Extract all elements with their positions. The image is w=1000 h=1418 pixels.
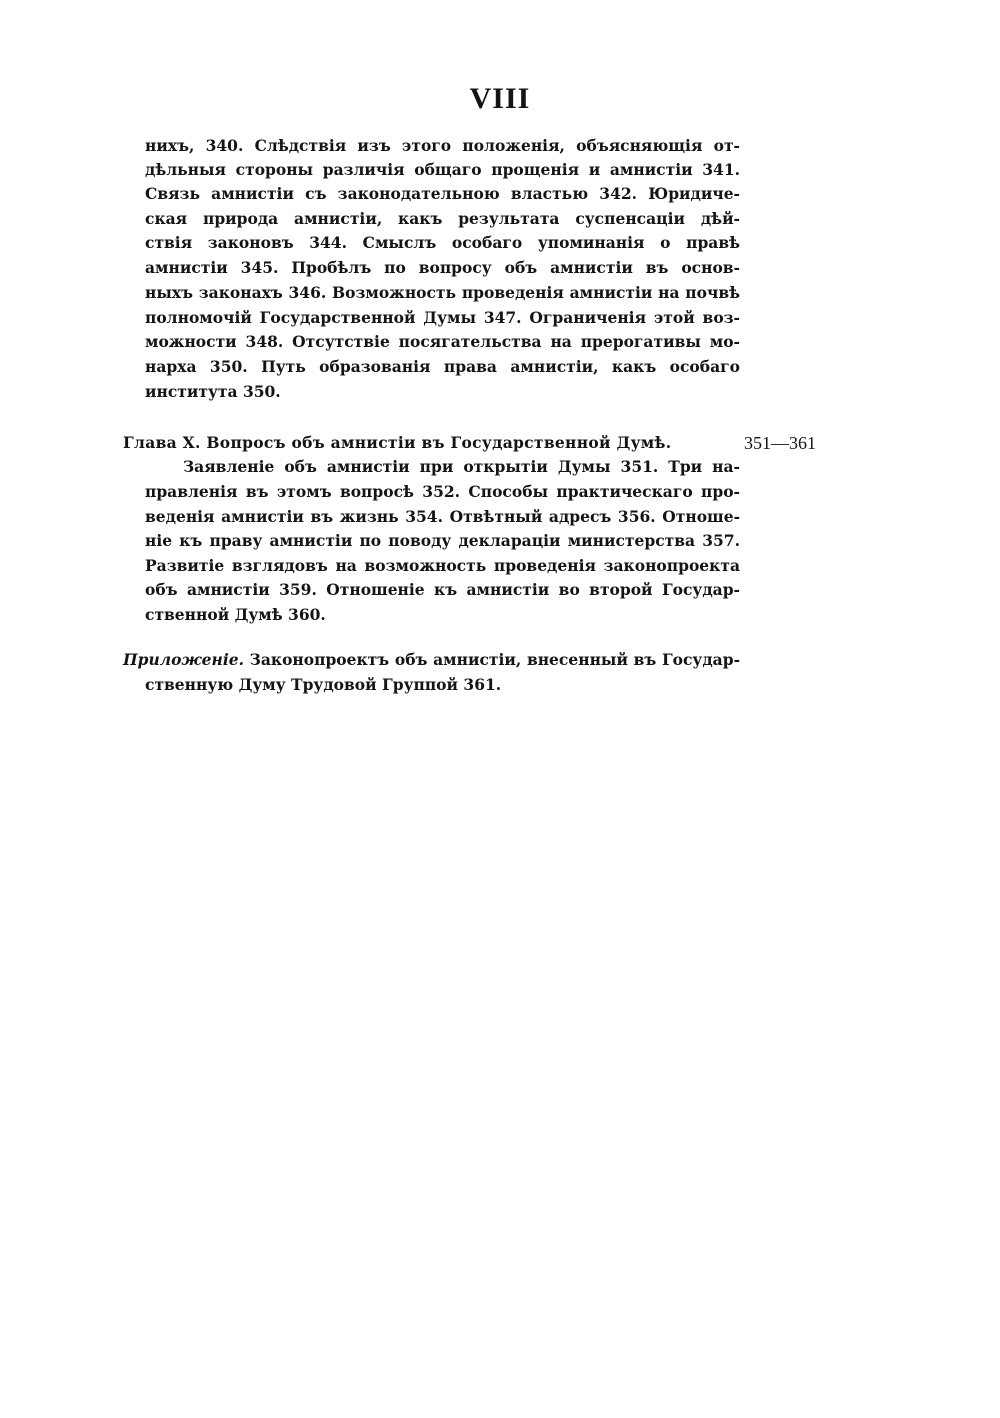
- text-line: объ амнистіи 359. Отношеніе къ амнистіи во второй Государ-: [145, 580, 740, 599]
- text-line: Развитіе взглядовъ на возможность проведенія законопроекта: [145, 556, 740, 575]
- text-line: амнистіи 345. Пробѣлъ по вопросу объ амнистіи въ основ-: [145, 258, 740, 277]
- text-line: дѣльныя стороны различія общаго прощенія и амнистіи 341.: [145, 160, 740, 179]
- text-line: можности 348. Отсутствіе посягательства на прерогативы мо-: [145, 332, 740, 351]
- chapter-heading: Глава X. Вопросъ объ амнистіи въ Государственной Думѣ.: [123, 433, 672, 452]
- appendix-text: Законопроектъ объ амнистіи, внесенный въ Государ-: [249, 650, 740, 669]
- text-line: правленія въ этомъ вопросѣ 352. Способы практическаго про-: [145, 482, 740, 501]
- text-line: полномочій Государственной Думы 347. Ограниченія этой воз-: [145, 308, 740, 327]
- text-line: ская природа амнистіи, какъ результата суспенсаціи дѣй-: [145, 209, 740, 228]
- text-line: ственную Думу Трудовой Группой 361.: [145, 675, 502, 694]
- chapter-page-range: 351—361: [744, 433, 816, 453]
- text-line: нарха 350. Путь образованія права амнистіи, какъ особаго: [145, 357, 740, 376]
- text-line: ныхъ законахъ 346. Возможность проведенія амнистіи на почвѣ: [145, 283, 740, 302]
- text-line: Связь амнистіи съ законодательною властью 342. Юридиче-: [145, 184, 740, 203]
- text-line: ственной Думѣ 360.: [145, 605, 326, 624]
- text-line: института 350.: [145, 382, 281, 401]
- appendix-label: Приложеніе.: [123, 650, 244, 669]
- appendix-first-line: [123, 648, 740, 672]
- text-line: Заявленіе объ амнистіи при открытіи Думы 351. Три на-: [183, 457, 740, 476]
- text-line: веденія амнистіи въ жизнь 354. Отвѣтный адресъ 356. Отноше-: [145, 507, 740, 526]
- page-number: VIII: [469, 82, 531, 115]
- text-line: ствія законовъ 344. Смыслъ особаго упоминанія о правѣ: [145, 233, 740, 252]
- text-line: нихъ, 340. Слѣдствія изъ этого положенія, объясняющія от-: [145, 136, 740, 155]
- text-line: ніе къ праву амнистіи по поводу деклараціи министерства 357.: [145, 531, 740, 550]
